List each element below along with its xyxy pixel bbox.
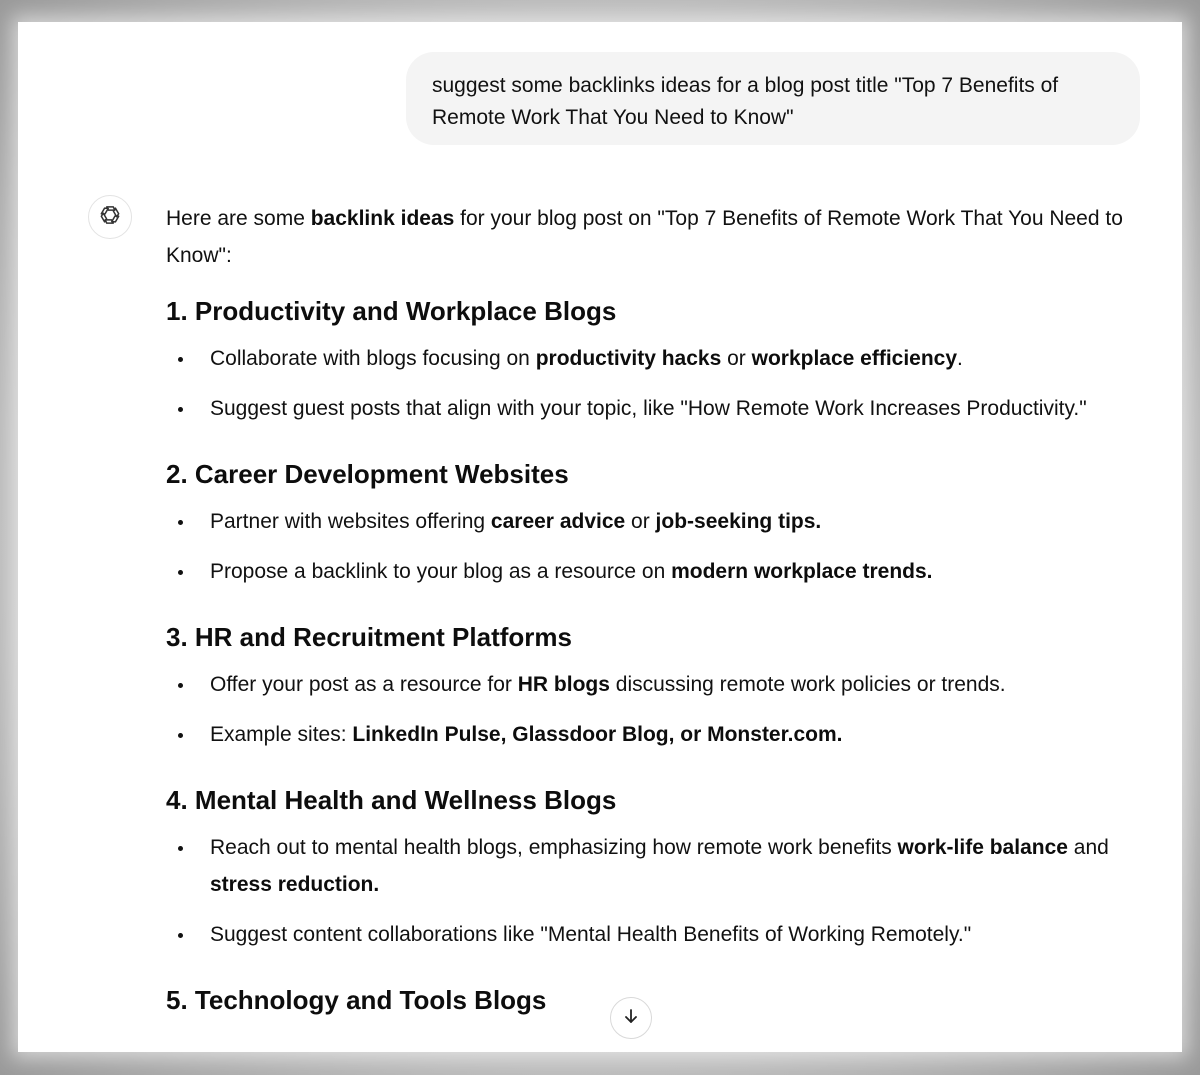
bullet-list — [166, 829, 1156, 953]
chat-panel — [18, 22, 1182, 1052]
scroll-to-bottom-button[interactable] — [610, 997, 652, 1039]
list-item: Propose a backlink to your blog as a resource on modern workplace trends. — [210, 553, 1156, 590]
section-heading: 5. Technology and Tools Blogs — [166, 985, 547, 1015]
list-item: Suggest guest posts that align with your topic, like "How Remote Work Increases Productivity." — [210, 390, 1156, 427]
bullet-list — [166, 503, 1156, 590]
list-item: Offer your post as a resource for HR blogs discussing remote work policies or trends. — [210, 666, 1156, 703]
bullet-list — [166, 666, 1156, 753]
section-heading: 1. Productivity and Workplace Blogs — [166, 296, 617, 326]
list-item: Partner with websites offering career advice or job-seeking tips. — [210, 503, 1156, 540]
list-item: Collaborate with blogs focusing on productivity hacks or workplace efficiency. — [210, 340, 1156, 377]
bullet-list — [166, 340, 1156, 427]
assistant-message — [166, 200, 1156, 1017]
assistant-avatar — [88, 195, 132, 239]
section-heading: 2. Career Development Websites — [166, 459, 569, 489]
section-heading: 4. Mental Health and Wellness Blogs — [166, 785, 617, 815]
list-item: Suggest content collaborations like "Mental Health Benefits of Working Remotely." — [210, 916, 1156, 953]
list-item: Reach out to mental health blogs, emphasizing how remote work benefits work-life balance and stress reduction. — [210, 829, 1156, 903]
arrow-down-icon — [622, 1007, 640, 1030]
user-message-text: suggest some backlinks ideas for a blog post title "Top 7 Benefits of Remote Work That You Need to Know" — [432, 74, 1059, 129]
section-heading: 3. HR and Recruitment Platforms — [166, 622, 572, 652]
user-message-bubble — [406, 52, 1140, 145]
openai-logo-icon — [97, 202, 123, 233]
intro-paragraph: Here are some backlink ideas for your blog post on "Top 7 Benefits of Remote Work That You Need to Know": — [166, 207, 1123, 267]
list-item: Example sites: LinkedIn Pulse, Glassdoor Blog, or Monster.com. — [210, 716, 1156, 753]
